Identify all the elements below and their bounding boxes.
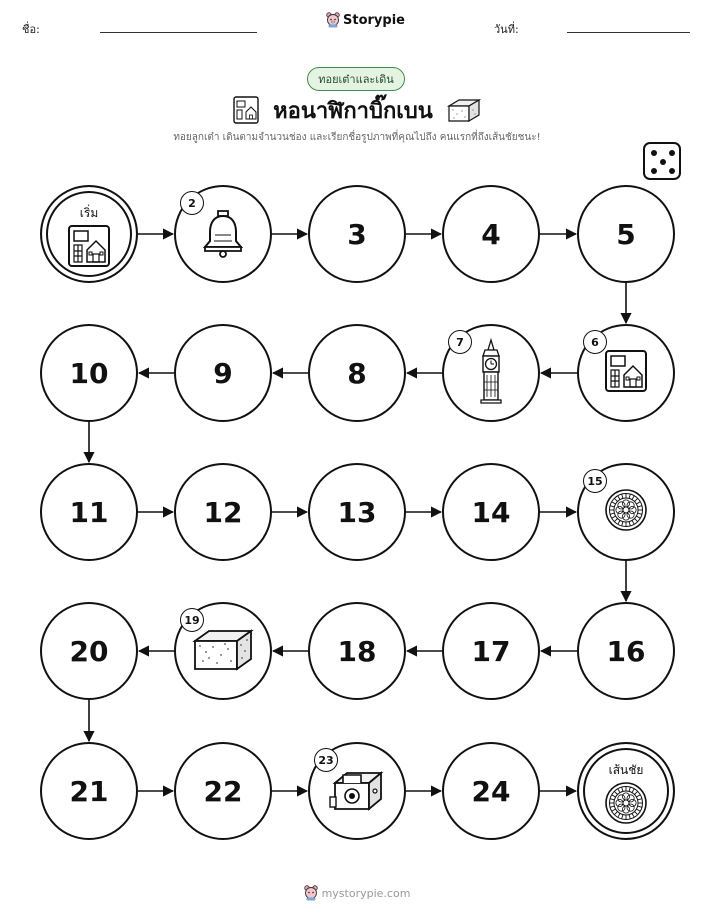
space-number: 17 — [471, 634, 511, 668]
space-number: 12 — [203, 495, 243, 529]
space-number: 13 — [337, 495, 377, 529]
board-space — [308, 742, 406, 840]
board-space — [308, 185, 406, 283]
finish-space — [577, 742, 675, 840]
space-number: 9 — [213, 356, 233, 390]
board-space — [40, 463, 138, 561]
board-space — [308, 324, 406, 422]
space-number: 21 — [69, 774, 109, 808]
name-write-line — [100, 32, 257, 33]
board-space — [308, 463, 406, 561]
space-number-badge: 19 — [180, 608, 204, 632]
space-number-badge: 6 — [583, 330, 607, 354]
board-space — [308, 602, 406, 700]
clock-tower-icon — [476, 338, 506, 408]
space-number-badge: 15 — [583, 469, 607, 493]
space-number: 24 — [471, 774, 511, 808]
space-number: 3 — [347, 217, 367, 251]
bear-mascot-icon — [304, 885, 318, 901]
floorplan-icon — [603, 348, 649, 398]
board-space — [40, 324, 138, 422]
game-type-badge: ทอยเต๋าและเดิน — [307, 67, 405, 91]
mechanism-icon — [327, 763, 387, 819]
board-space — [442, 742, 540, 840]
title-text: หอนาฬิกาบิ๊กเบน — [273, 98, 433, 124]
board-space — [174, 742, 272, 840]
board-space — [577, 463, 675, 561]
board-space — [442, 185, 540, 283]
space-number: 4 — [481, 217, 501, 251]
space-number-badge: 23 — [314, 748, 338, 772]
brand-name: Storypie — [343, 12, 405, 28]
board-space — [174, 324, 272, 422]
board-space — [174, 602, 272, 700]
name-label: ชื่อ: — [22, 23, 40, 36]
footer — [0, 885, 714, 901]
instructions: ทอยลูกเต๋า เดินตามจำนวนช่อง และเรียกชื่อรูปภาพที่คุณไปถึง คนแรกที่ถึงเส้นชัยชนะ! — [173, 132, 541, 143]
board-space — [442, 463, 540, 561]
space-number: 11 — [69, 495, 109, 529]
board-space — [577, 602, 675, 700]
space-number: 20 — [69, 634, 109, 668]
dice-icon — [643, 142, 681, 180]
board-space — [40, 742, 138, 840]
space-number: 5 — [616, 217, 636, 251]
stone-block-icon — [191, 625, 255, 677]
stone-block-icon — [447, 97, 481, 123]
floorplan-icon — [66, 223, 112, 273]
space-number: 22 — [203, 774, 243, 808]
space-number-badge: 2 — [180, 191, 204, 215]
board-space — [442, 324, 540, 422]
footer-url: mystorypie.com — [321, 886, 411, 900]
clock-face-icon — [603, 487, 649, 537]
start-label: เริ่ม — [79, 206, 99, 220]
board-space — [577, 185, 675, 283]
finish-label: เส้นชัย — [608, 763, 644, 777]
space-number: 16 — [606, 634, 646, 668]
space-number: 14 — [471, 495, 511, 529]
clock-face-icon — [603, 780, 649, 830]
board-space — [174, 185, 272, 283]
space-number: 18 — [337, 634, 377, 668]
board-space — [40, 602, 138, 700]
board-space — [174, 463, 272, 561]
space-number: 8 — [347, 356, 367, 390]
floorplan-icon — [233, 96, 259, 124]
date-label: วันที่: — [494, 23, 519, 36]
page-title — [190, 94, 524, 126]
space-number: 10 — [69, 356, 109, 390]
start-space — [40, 185, 138, 283]
board-space — [577, 324, 675, 422]
date-write-line — [567, 32, 690, 33]
board-space — [442, 602, 540, 700]
brand-logo — [326, 12, 405, 28]
bell-icon — [196, 205, 250, 263]
bear-mascot-icon — [326, 12, 340, 28]
space-number-badge: 7 — [448, 330, 472, 354]
